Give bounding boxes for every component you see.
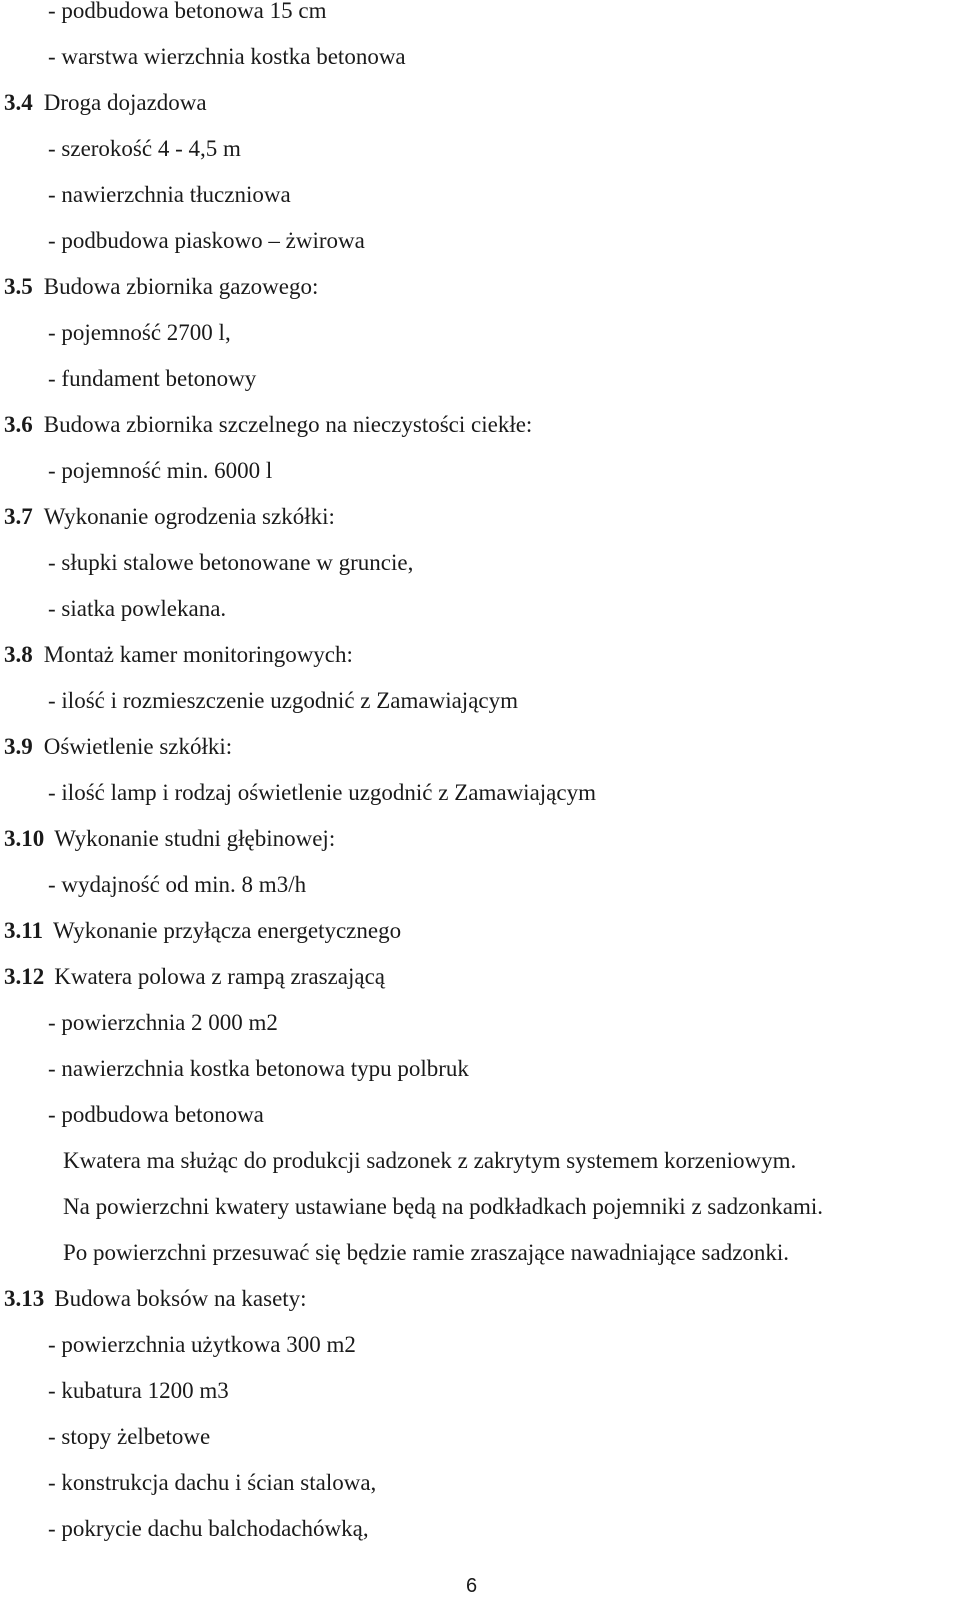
section-heading — [4, 503, 335, 531]
list-item: - fundament betonowy — [48, 366, 257, 391]
list-item: - stopy żelbetowe — [48, 1424, 211, 1449]
section-title: Droga dojazdowa — [43, 90, 207, 115]
section-number: 3.4 — [4, 90, 33, 115]
paragraph-line: Kwatera ma służąc do produkcji sadzonek z zakrytym systemem korzeniowym. — [63, 1148, 797, 1173]
section-number: 3.13 — [4, 1286, 45, 1311]
list-item: - szerokość 4 - 4,5 m — [48, 136, 241, 161]
section-heading — [4, 411, 532, 439]
section-number: 3.6 — [4, 412, 33, 437]
section-title: Wykonanie ogrodzenia szkółki: — [43, 504, 335, 529]
list-item: - podbudowa betonowa — [48, 1102, 264, 1127]
section-title: Kwatera polowa z rampą zraszającą — [54, 964, 385, 989]
section-title: Budowa zbiornika gazowego: — [43, 274, 319, 299]
section-number: 3.12 — [4, 964, 45, 989]
paragraph-line: Na powierzchni kwatery ustawiane będą na podkładkach pojemniki z sadzonkami. — [63, 1194, 824, 1219]
section-title: Wykonanie przyłącza energetycznego — [52, 918, 402, 943]
section-heading — [4, 641, 353, 669]
section-title: Oświetlenie szkółki: — [43, 734, 233, 759]
list-item: - nawierzchnia kostka betonowa typu polbruk — [48, 1056, 469, 1081]
section-heading — [4, 733, 232, 761]
section-number: 3.9 — [4, 734, 33, 759]
list-item: - podbudowa betonowa 15 cm — [48, 0, 327, 23]
list-item: - warstwa wierzchnia kostka betonowa — [48, 44, 406, 69]
section-number: 3.5 — [4, 274, 33, 299]
list-item: - siatka powlekana. — [48, 596, 227, 621]
section-number: 3.10 — [4, 826, 45, 851]
list-item: - ilość i rozmieszczenie uzgodnić z Zamawiającym — [48, 688, 519, 713]
section-title: Budowa boksów na kasety: — [54, 1286, 307, 1311]
list-item: - kubatura 1200 m3 — [48, 1378, 229, 1403]
section-title: Budowa zbiornika szczelnego na nieczystości ciekłe: — [43, 412, 533, 437]
section-number: 3.11 — [4, 918, 43, 943]
section-heading — [4, 825, 335, 853]
section-title: Wykonanie studni głębinowej: — [54, 826, 336, 851]
section-heading — [4, 917, 401, 945]
list-item: - powierzchnia użytkowa 300 m2 — [48, 1332, 356, 1357]
list-item: - wydajność od min. 8 m3/h — [48, 872, 307, 897]
section-heading — [4, 273, 318, 301]
page-number: 6 — [466, 1575, 478, 1597]
list-item: - powierzchnia 2 000 m2 — [48, 1010, 278, 1035]
section-heading — [4, 1285, 307, 1313]
list-item: - podbudowa piaskowo – żwirowa — [48, 228, 365, 253]
section-heading — [4, 963, 385, 991]
list-item: - konstrukcja dachu i ścian stalowa, — [48, 1470, 377, 1495]
list-item: - pojemność 2700 l, — [48, 320, 231, 345]
list-item: - pojemność min. 6000 l — [48, 458, 273, 483]
list-item: - nawierzchnia tłuczniowa — [48, 182, 291, 207]
list-item: - słupki stalowe betonowane w gruncie, — [48, 550, 414, 575]
section-title: Montaż kamer monitoringowych: — [43, 642, 353, 667]
paragraph-line: Po powierzchni przesuwać się będzie ramie zraszające nawadniające sadzonki. — [63, 1240, 790, 1265]
section-heading — [4, 89, 207, 117]
list-item: - pokrycie dachu balchodachówką, — [48, 1516, 369, 1541]
list-item: - ilość lamp i rodzaj oświetlenie uzgodnić z Zamawiającym — [48, 780, 596, 805]
section-number: 3.7 — [4, 504, 33, 529]
section-number: 3.8 — [4, 642, 33, 667]
